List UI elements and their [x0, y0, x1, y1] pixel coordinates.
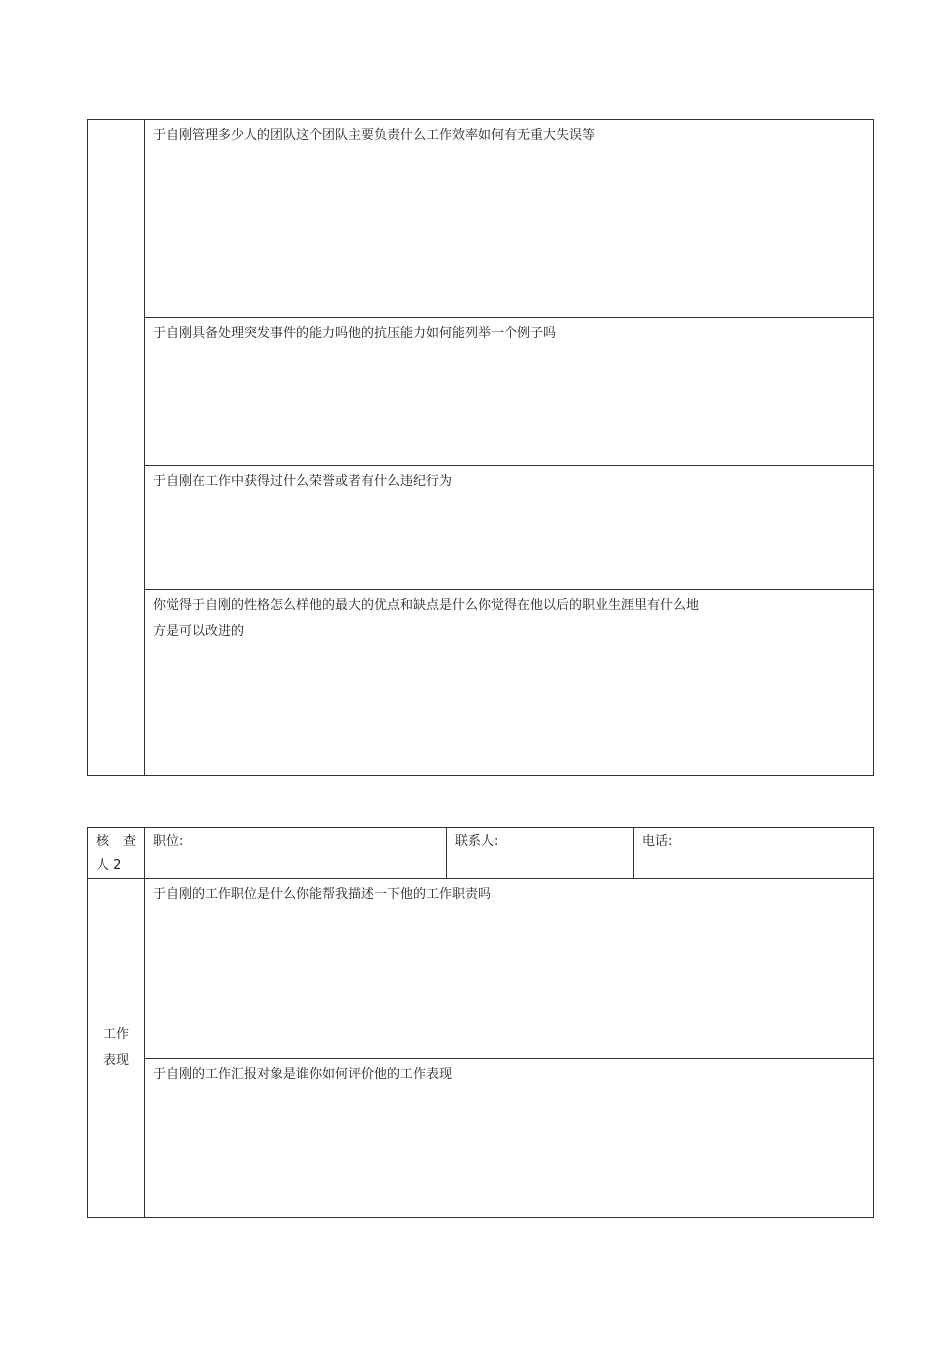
work-performance-label-line1: 工作 [102, 1027, 129, 1042]
question-text: 于自刚的工作汇报对象是谁你如何评价他的工作表现 [153, 1067, 453, 1082]
checker-label [88, 828, 145, 879]
position-label: 职位: [153, 834, 184, 849]
checker-label-char3: 人 2 [96, 858, 122, 873]
question-cell-reporting-evaluation[interactable] [145, 1059, 873, 1217]
phone-label: 电话: [642, 834, 673, 849]
question-text: 于自刚的工作职位是什么你能帮我描述一下他的工作职责吗 [153, 887, 492, 902]
work-performance-label [88, 879, 145, 1217]
reference-check-table-2 [87, 827, 874, 1218]
position-field[interactable] [145, 828, 447, 879]
reference-check-table-1 [87, 119, 874, 776]
phone-field[interactable] [634, 828, 873, 879]
question-cell-emergency-handling[interactable] [145, 318, 873, 466]
question-cell-personality[interactable] [145, 590, 873, 775]
work-performance-label-line2: 表现 [102, 1053, 129, 1068]
question-cell-team-management[interactable] [145, 120, 873, 318]
question-cell-job-duties[interactable] [145, 879, 873, 1059]
contact-field[interactable] [447, 828, 634, 879]
contact-label: 联系人: [455, 834, 499, 849]
question-text: 于自刚具备处理突发事件的能力吗他的抗压能力如何能列举一个例子吗 [153, 326, 557, 341]
table1-side-column [88, 120, 145, 775]
question-text: 于自刚在工作中获得过什么荣誉或者有什么违纪行为 [153, 474, 453, 489]
checker-label-char2: 查 [122, 834, 136, 849]
question-text-line1: 你觉得于自刚的性格怎么样他的最大的优点和缺点是什么你觉得在他以后的职业生涯里有什么地 [153, 598, 700, 613]
question-text: 于自刚管理多少人的团队这个团队主要负责什么工作效率如何有无重大失误等 [153, 128, 596, 143]
question-cell-honors-violations[interactable] [145, 466, 873, 590]
checker-label-char1: 核 [96, 834, 110, 849]
question-text-line2: 方是可以改进的 [153, 624, 245, 639]
